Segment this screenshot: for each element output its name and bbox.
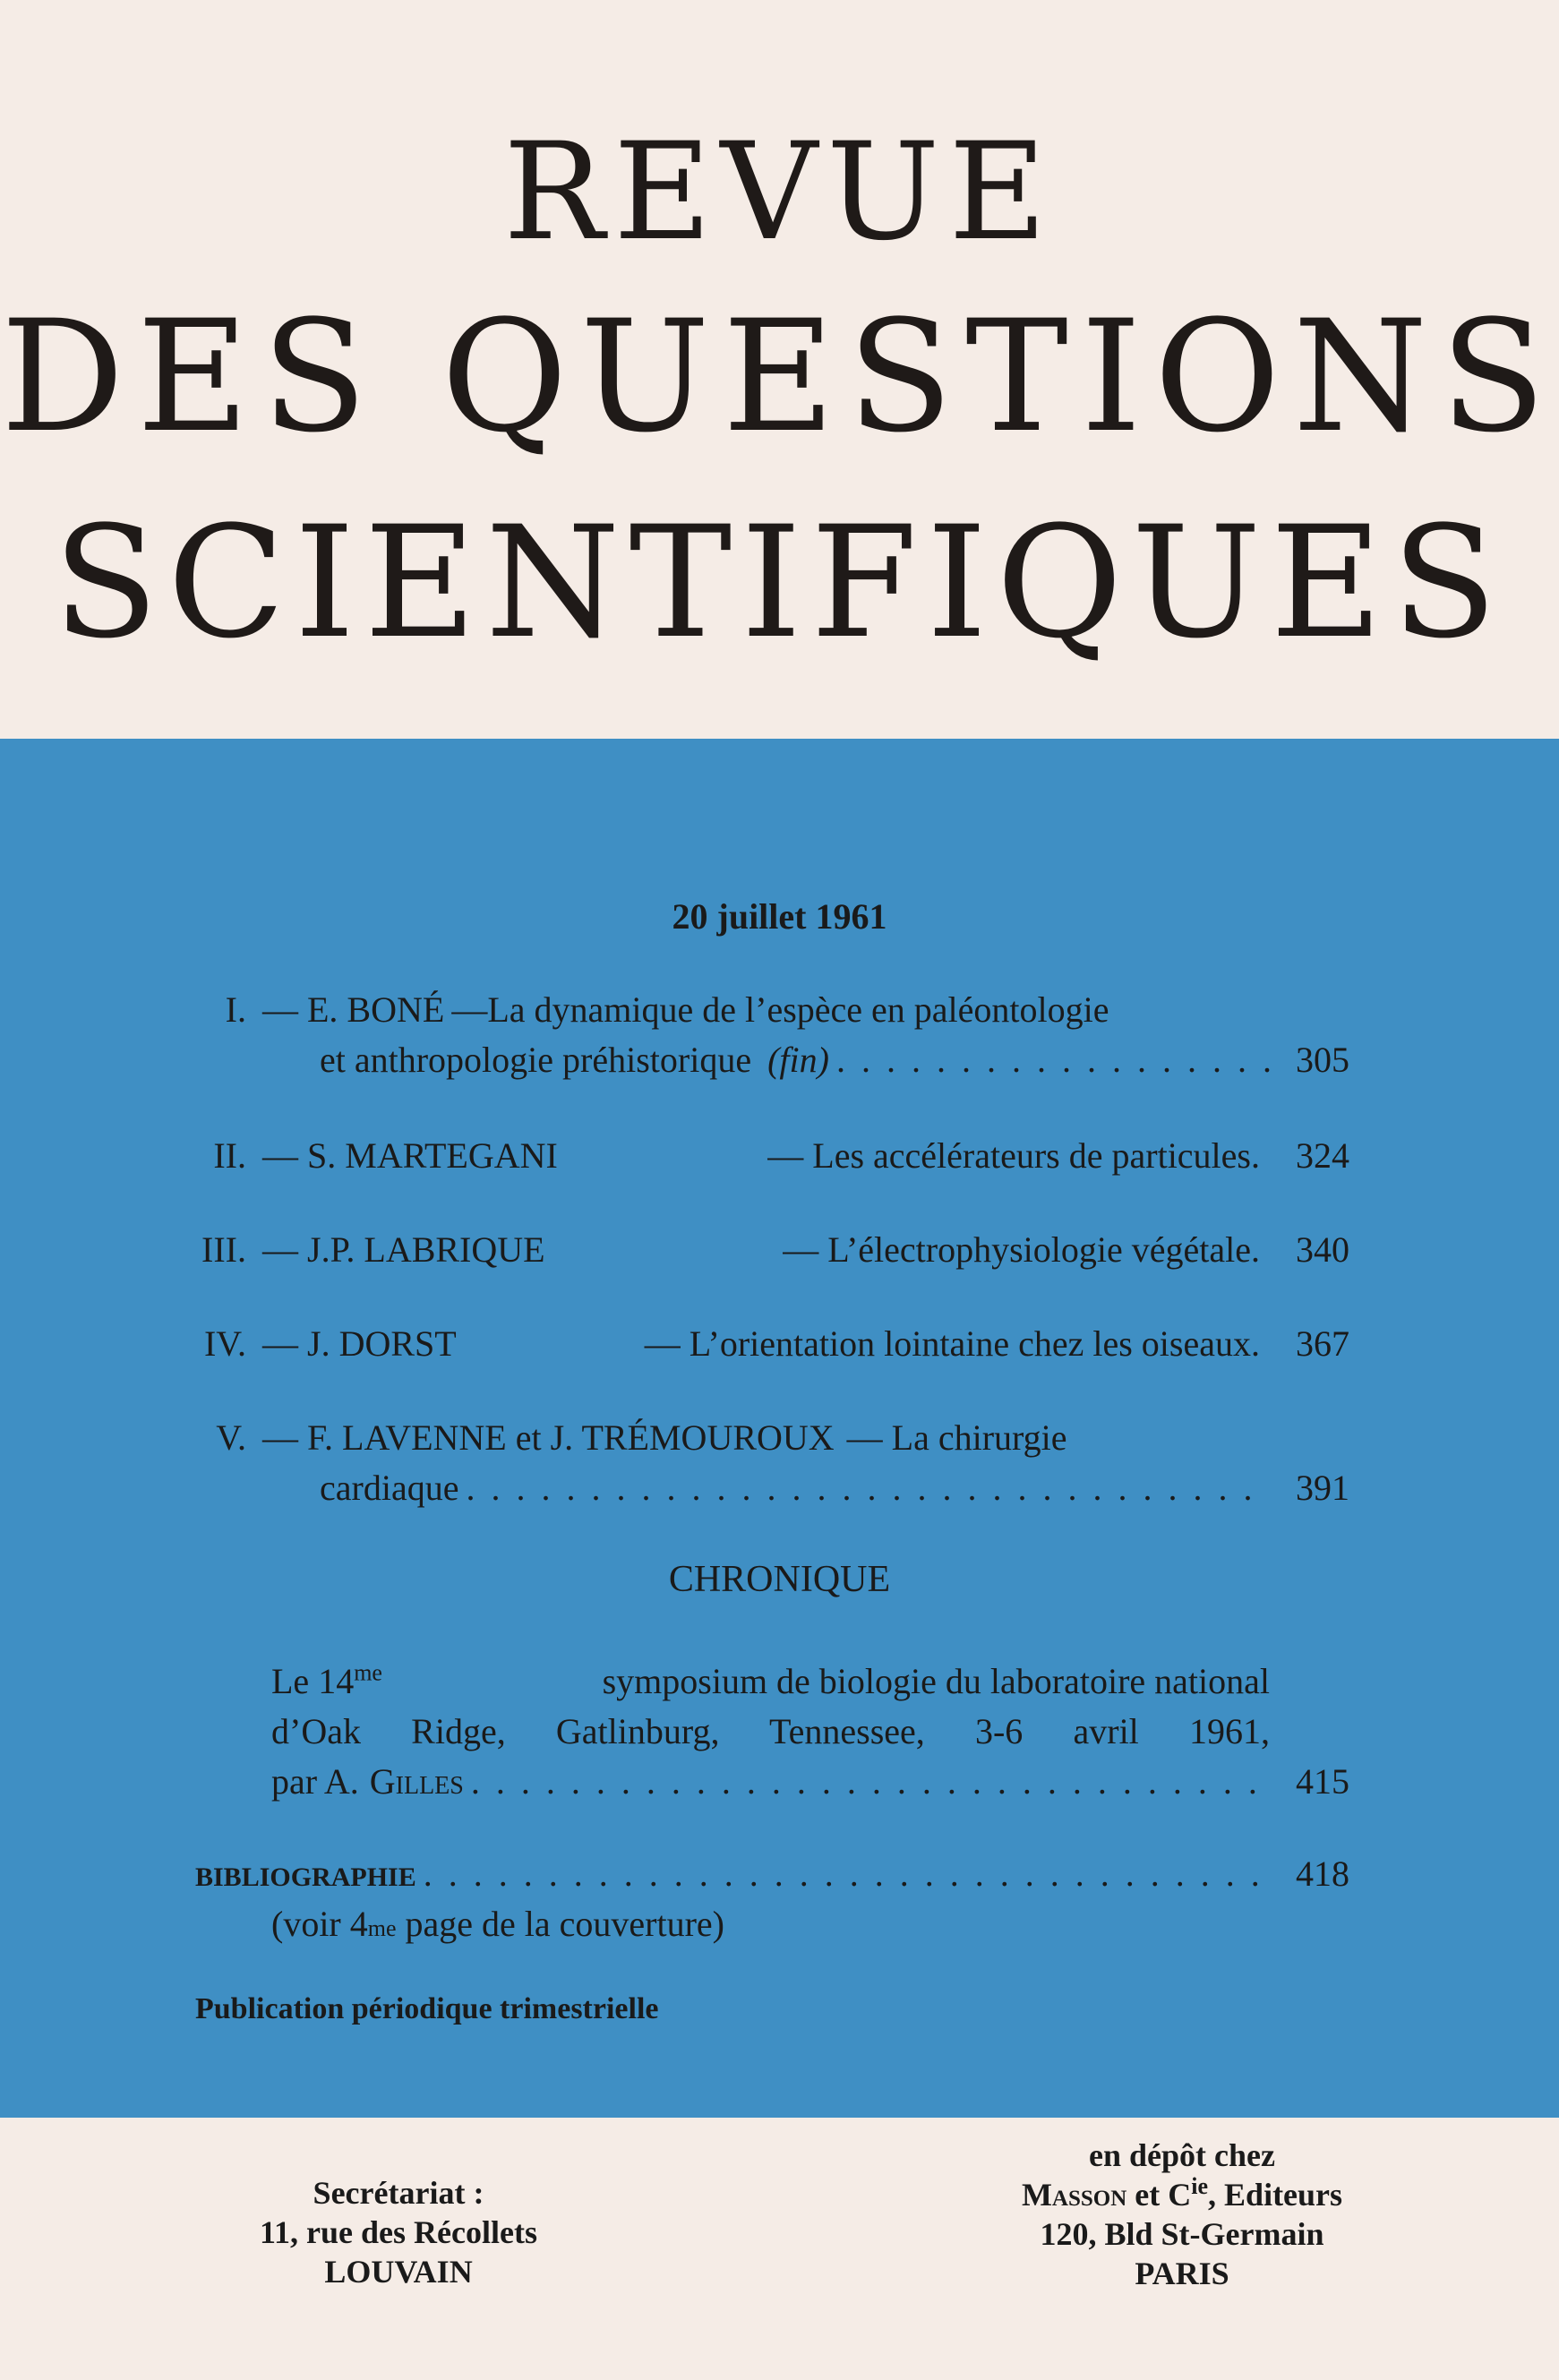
toc-entry-title: — L’orientation lointaine chez les oiseaux. (644, 1323, 1260, 1364)
bibliographie-note: (voir 4 (271, 1904, 368, 1944)
dot-leader (836, 1035, 1271, 1085)
chronique-author: Gilles (369, 1761, 464, 1802)
publisher-city: PARIS (1135, 2256, 1229, 2291)
toc-entry-title: — Les accélérateurs de particules. (767, 1135, 1260, 1176)
toc-entry-page: 391 (1296, 1468, 1349, 1508)
bibliographie-note-cont: page de la couverture) (405, 1904, 724, 1944)
secretariat-label: Secrétariat : (313, 2175, 484, 2211)
toc-entry-author: — J.P. LABRIQUE (262, 1229, 545, 1270)
publisher-address (967, 2136, 1397, 2293)
secretariat-city: LOUVAIN (324, 2254, 473, 2290)
toc-entry-author: — J. DORST (262, 1323, 457, 1364)
toc-entry-5 (0, 1413, 1559, 1520)
chronique-text-line2: d’Oak Ridge, Gatlinburg, Tennessee, 3-6 avril 1961, (271, 1711, 1270, 1751)
publisher-et: et C (1135, 2177, 1192, 2213)
toc-entry-4 (0, 1319, 1559, 1373)
toc-entry-author: — F. LAVENNE et J. TRÉMOUROUX (262, 1417, 835, 1458)
toc-entry-title: — L’électrophysiologie végétale. (783, 1229, 1260, 1270)
masthead (0, 0, 1559, 739)
chronique-page: 415 (1296, 1761, 1349, 1802)
bibliographie-label: BIBLIOGRAPHIE (195, 1862, 416, 1892)
masthead-line-2: DES QUESTIONS (0, 287, 1559, 467)
toc-entry-author: — E. BONÉ (262, 989, 445, 1030)
toc-entry-page: 340 (1296, 1229, 1349, 1270)
toc-entry-3 (0, 1225, 1559, 1279)
publisher-depot: en dépôt chez (1089, 2137, 1275, 2173)
toc-entry-page: 305 (1296, 1040, 1349, 1080)
publisher-superscript: ie (1191, 2173, 1209, 2199)
toc-entry-number: V. (216, 1417, 246, 1458)
toc-entry-title: — La chirurgie (846, 1417, 1067, 1458)
chronique-text: Le 14 (271, 1661, 355, 1701)
chronique-entry (0, 1657, 1559, 1809)
toc-entry-number: I. (225, 989, 246, 1030)
toc-entry-note: (fin) (767, 1040, 829, 1080)
toc-entry-page: 324 (1296, 1135, 1349, 1176)
publication-frequency: Publication périodique trimestrielle (195, 1992, 659, 2025)
bibliographie-page: 418 (1296, 1853, 1349, 1894)
publisher-street: 120, Bld St-Germain (1040, 2216, 1324, 2252)
secretariat-street: 11, rue des Récollets (260, 2214, 537, 2250)
chronique-byline: par A. (271, 1761, 359, 1802)
masthead-line-3: SCIENTIFIQUES (53, 492, 1506, 672)
publisher-name: Masson (1021, 2177, 1127, 2213)
chronique-text-cont: symposium de biologie du laboratoire national (602, 1661, 1270, 1701)
toc-entry-number: III. (201, 1229, 246, 1270)
contents-band (0, 739, 1559, 2118)
toc-entry-number: IV. (203, 1323, 246, 1364)
toc-entry-2 (0, 1131, 1559, 1185)
toc-entry-number: II. (213, 1135, 246, 1176)
chronique-superscript: me (354, 1659, 382, 1686)
chronique-heading: CHRONIQUE (668, 1559, 891, 1600)
dot-leader (466, 1463, 1271, 1513)
footer (0, 2118, 1559, 2380)
toc-entry-title-cont: et anthropologie préhistorique (320, 1040, 752, 1080)
publisher-editeurs: , Editeurs (1208, 2177, 1343, 2213)
toc-entry-page: 367 (1296, 1323, 1349, 1364)
bibliographie-entry: BIBLIOGRAPHIE . . . 418 (voir 4 me page de la couverture) (0, 1849, 1559, 1956)
issue-date: 20 juillet 1961 (672, 896, 887, 937)
dot-leader (424, 1849, 1271, 1899)
toc-entry-title: —La dynamique de l’espèce en paléontologie (451, 989, 1109, 1030)
toc-entry-1 (0, 985, 1559, 1092)
toc-entry-title-cont: cardiaque (320, 1468, 459, 1508)
masthead-line-1: REVUE (503, 115, 1056, 270)
secretariat-address (219, 2173, 578, 2291)
toc-entry-author: — S. MARTEGANI (262, 1135, 558, 1176)
dot-leader (471, 1757, 1271, 1807)
